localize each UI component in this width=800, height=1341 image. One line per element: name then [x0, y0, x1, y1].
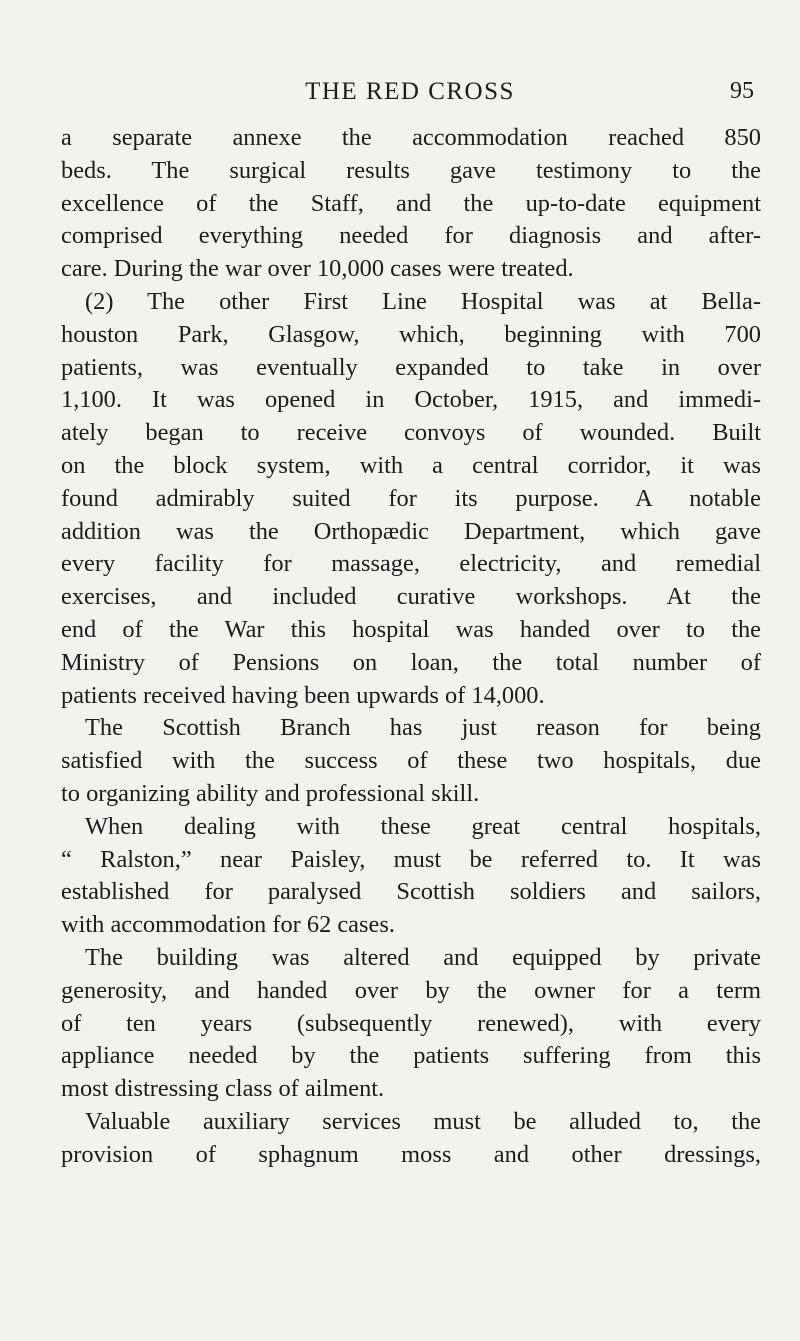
text-line: care. During the war over 10,000 cases were treated. [61, 255, 574, 283]
body-text [61, 122, 761, 1172]
text-line: “ Ralston,” near Paisley, must be referred to. It was [61, 845, 761, 873]
text-line: provision of sphagnum moss and other dressings, [61, 1140, 761, 1168]
text-line: a separate annexe the accommodation reached 850 [61, 124, 761, 151]
text-line: end of the War this hospital was handed over to the [61, 615, 761, 643]
text-line: satisfied with the success of these two hospitals, due [61, 747, 761, 775]
text-line: patients, was eventually expanded to take in over [61, 353, 761, 381]
text-line: appliance needed by the patients suffering from this [61, 1042, 761, 1070]
text-line: found admirably suited for its purpose. A notable [61, 484, 761, 512]
text-line: every facility for massage, electricity, and remedial [61, 550, 761, 578]
text-line: exercises, and included curative workshops. At the [61, 583, 761, 611]
running-head [60, 72, 760, 116]
text-line: generosity, and handed over by the owner for a term [61, 976, 761, 1004]
text-line: houston Park, Glasgow, which, beginning with 700 [61, 320, 761, 348]
text-line: Valuable auxiliary services must be alluded to, the [85, 1107, 761, 1135]
text-line: ately began to receive convoys of wounded. Built [61, 419, 761, 447]
text-line: addition was the Orthopædic Department, which gave [61, 517, 761, 545]
text-line: most distressing class of ailment. [61, 1075, 385, 1103]
text-line: When dealing with these great central hospitals, [85, 812, 761, 840]
running-title: THE RED CROSS [305, 78, 515, 105]
text-line: (2) The other First Line Hospital was at Bella- [85, 287, 761, 315]
text-line: of ten years (subsequently renewed), with every [61, 1009, 761, 1037]
text-line: patients received having been upwards of 14,000. [61, 681, 545, 709]
text-line: to organizing ability and professional skill. [61, 779, 480, 807]
text-line: beds. The surgical results gave testimony to the [61, 156, 761, 184]
text-line: excellence of the Staff, and the up-to-date equipment [61, 189, 761, 217]
text-line: 1,100. It was opened in October, 1915, and immedi- [61, 386, 761, 414]
text-line: The Scottish Branch has just reason for being [85, 714, 761, 742]
text-line: comprised everything needed for diagnosis and after- [61, 222, 761, 250]
text-line: established for paralysed Scottish soldiers and sailors, [61, 878, 761, 906]
text-line: with accommodation for 62 cases. [61, 911, 395, 939]
text-line: The building was altered and equipped by private [85, 943, 761, 971]
text-line: on the block system, with a central corridor, it was [61, 451, 761, 479]
page-number: 95 [730, 78, 754, 104]
text-line: Ministry of Pensions on loan, the total number of [61, 648, 761, 676]
